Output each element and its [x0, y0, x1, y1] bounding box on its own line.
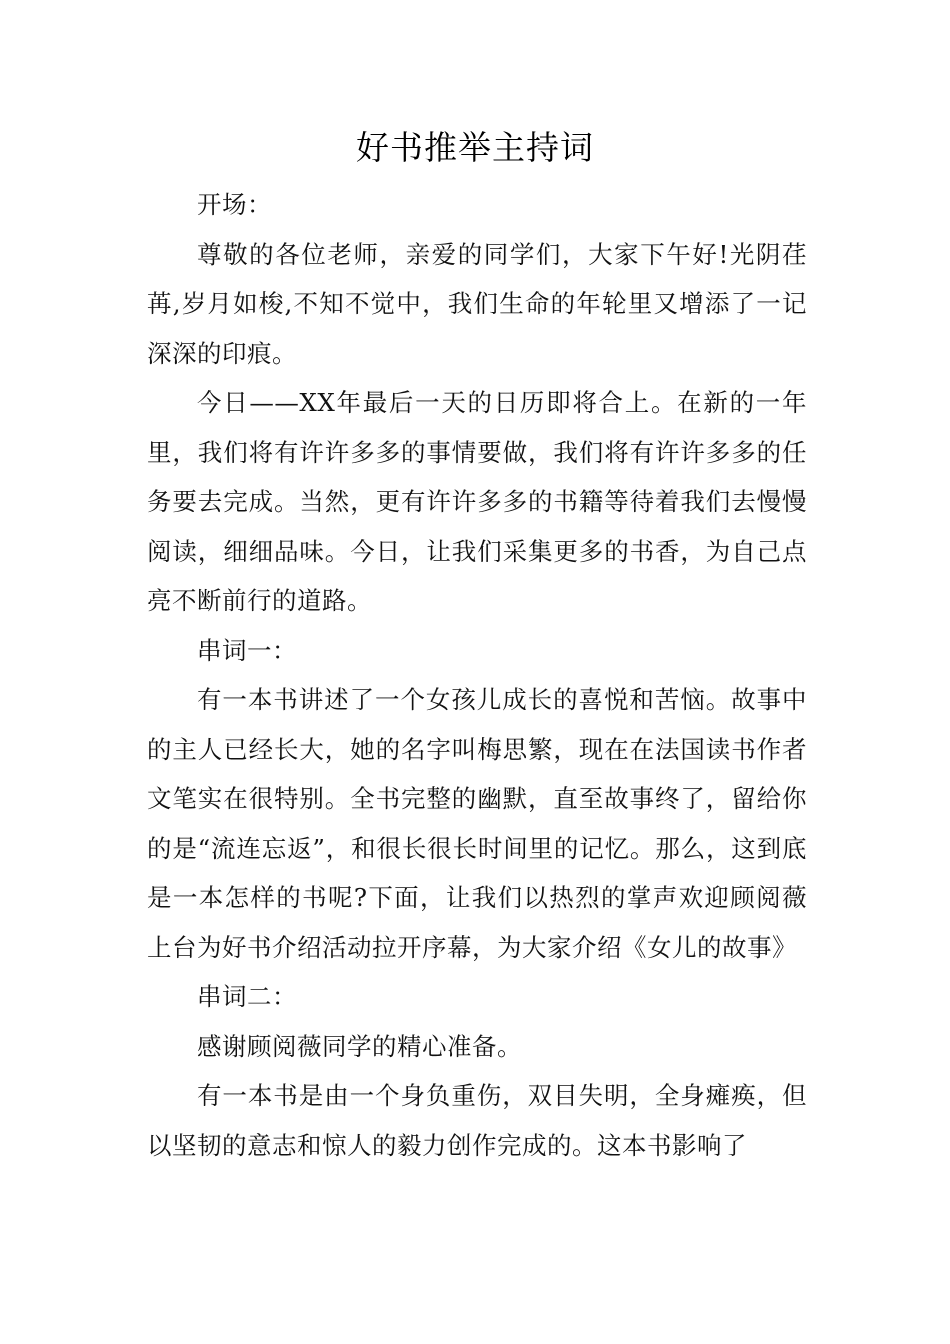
paragraph-link-one: 有一本书讲述了一个女孩儿成长的喜悦和苦恼。故事中的主人已经长大，她的名字叫梅思繁，现在在法国读书作者文笔实在很特别。全书完整的幽默，直至故事终了，留给你的是“流连忘返”，和很长很长时间里的记忆。那么，这到底是一本怎样的书呢?下面，让我们以热烈的掌声欢迎顾阅薇上台为好书介绍活动拉开序幕，为大家介绍《女儿的故事》	[147, 685, 807, 962]
paragraph-link-one-heading: 串词一：	[197, 635, 297, 665]
document-body	[147, 180, 807, 1170]
paragraph-thanks: 感谢顾阅薇同学的精心准备。	[197, 1031, 522, 1061]
paragraph-link-two-heading: 串词二：	[197, 982, 297, 1011]
paragraph-greeting: 尊敬的各位老师，亲爱的同学们，大家下午好!光阴荏苒,岁月如梭,不知不觉中，我们生命的年轮里又增添了一记深深的印痕。	[147, 239, 807, 368]
paragraph-opening-heading: 开场：	[197, 190, 272, 219]
paragraph-link-two: 有一本书是由一个身负重伤，双目失明，全身瘫痪，但以坚韧的意志和惊人的毅力创作完成的。这本书影响了	[147, 1081, 807, 1160]
document-title: 好书推举主持词	[356, 128, 594, 167]
paragraph-new-year: 今日——XX年最后一天的日历即将合上。在新的一年里，我们将有许许多多的事情要做，我们将有许许多多的任务要去完成。当然，更有许许多多的书籍等待着我们去慢慢阅读，细细品味。今日，让我们采集更多的书香，为自己点亮不断前行的道路。	[147, 388, 807, 615]
